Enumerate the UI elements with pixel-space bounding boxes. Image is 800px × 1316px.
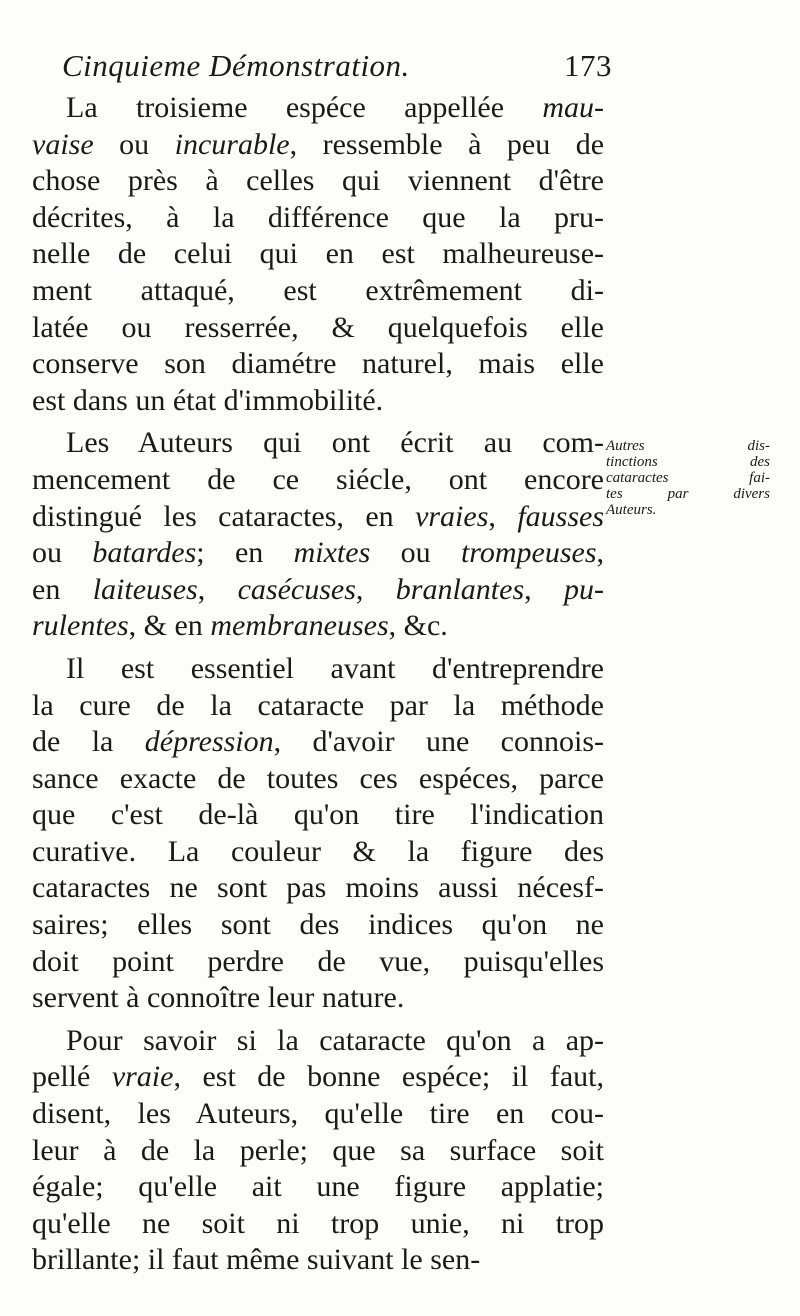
italic-term: mau- <box>542 91 604 124</box>
italic-term: vaise <box>32 127 94 161</box>
italic-term: dépression <box>144 725 274 759</box>
italic-term: vraies <box>415 499 489 533</box>
text-run: sance exacte de toutes ces espéces, parce <box>32 761 604 795</box>
text-line <box>32 90 604 127</box>
text-line <box>32 346 604 383</box>
italic-term: fausses <box>517 499 604 533</box>
text-run: , <box>524 572 565 606</box>
text-run: latée ou resserrée, & quelquefois elle <box>32 310 604 344</box>
text-run: brillante; il faut même suivant le sen- <box>32 1243 481 1277</box>
italic-term: incurable <box>174 127 290 161</box>
text-run: en <box>32 572 93 606</box>
text-line <box>32 1023 604 1060</box>
text-line <box>32 425 604 462</box>
text-run: Il est essentiel avant d'entreprendre <box>66 651 604 685</box>
text-run: , &c. <box>388 609 448 643</box>
text-run: curative. La couleur & la figure des <box>32 834 604 868</box>
page-number: 173 <box>564 48 612 83</box>
text-run: disent, les Auteurs, qu'elle tire en cou- <box>32 1097 604 1131</box>
text-run: servent à connoître leur nature. <box>32 981 405 1015</box>
italic-term: batardes <box>92 536 197 570</box>
text-run: pellé <box>32 1060 112 1094</box>
text-line <box>32 1096 604 1133</box>
italic-term: branlantes <box>395 572 525 606</box>
italic-term: membraneuses <box>210 609 389 643</box>
text-line <box>32 980 604 1017</box>
italic-term: trompeuses <box>460 536 597 570</box>
text-line <box>32 273 604 310</box>
text-run: décrites, à la différence que la pru- <box>32 200 604 234</box>
margin-note-line: tinctions des <box>606 454 770 470</box>
paragraph <box>32 90 604 419</box>
text-run: , <box>355 572 396 606</box>
margin-note-line: Auteurs. <box>606 502 657 518</box>
text-run: , <box>197 572 238 606</box>
margin-note-line: cataractes fai- <box>606 470 770 486</box>
text-run: , & en <box>128 609 211 643</box>
running-header <box>62 48 612 92</box>
text-run: , ressemble à peu de <box>289 127 605 161</box>
text-line <box>32 724 604 761</box>
text-line <box>32 944 604 981</box>
paragraph <box>32 425 604 645</box>
text-line <box>32 572 604 609</box>
body-text <box>32 90 604 1279</box>
text-line <box>32 797 604 834</box>
text-line <box>32 200 604 237</box>
text-run: qu'elle ne soit ni trop unie, ni trop <box>32 1206 604 1240</box>
text-run: la cure de la cataracte par la méthode <box>32 688 604 722</box>
margin-note-line: tes par divers <box>606 486 770 502</box>
text-run: ou <box>370 536 461 570</box>
text-run: distingué les cataractes, en <box>32 499 416 533</box>
text-run: ; en <box>196 536 294 570</box>
text-line <box>32 608 604 645</box>
text-run: nelle de celui qui en est malheureuse- <box>32 237 604 271</box>
text-run: ment attaqué, est extrêmement di- <box>32 273 604 307</box>
text-line <box>32 499 604 536</box>
text-line <box>32 1169 604 1206</box>
text-run: égale; qu'elle ait une figure applatie; <box>32 1170 604 1204</box>
text-line <box>32 1133 604 1170</box>
italic-term: pu- <box>564 572 605 606</box>
text-run: que c'est de-là qu'on tire l'indication <box>32 798 604 832</box>
text-line <box>32 651 604 688</box>
text-run: ou <box>93 127 175 161</box>
italic-term: rulentes <box>32 609 129 643</box>
text-run: chose près à celles qui viennent d'être <box>32 164 604 198</box>
text-run: Pour savoir si la cataracte qu'on a ap- <box>66 1023 604 1057</box>
text-line <box>32 462 604 499</box>
text-line <box>32 127 604 164</box>
italic-term: laiteuses <box>92 572 198 606</box>
text-run: leur à de la perle; que sa surface soit <box>32 1133 604 1167</box>
text-line <box>32 761 604 798</box>
text-run: , d'avoir une connois- <box>273 725 604 759</box>
text-line <box>32 1206 604 1243</box>
text-run: Les Auteurs qui ont écrit au com- <box>66 426 604 460</box>
text-line <box>32 834 604 871</box>
text-run: ou <box>32 536 93 570</box>
running-title: Cinquieme Démonstration. <box>62 48 410 83</box>
text-run: mencement de ce siécle, ont encore <box>32 462 604 496</box>
text-line <box>32 907 604 944</box>
text-line <box>32 870 604 907</box>
text-run: conserve son diamétre naturel, mais elle <box>32 347 604 381</box>
paragraph <box>32 1023 604 1279</box>
text-line <box>32 1242 604 1279</box>
text-run: , <box>488 499 518 533</box>
text-run: , <box>596 536 605 570</box>
text-line <box>32 236 604 273</box>
text-run: cataractes ne sont pas moins aussi nécesf- <box>32 871 604 905</box>
text-run: de la <box>32 725 145 759</box>
text-run: saires; elles sont des indices qu'on ne <box>32 908 604 942</box>
text-line <box>32 1059 604 1096</box>
italic-term: mixtes <box>293 536 371 570</box>
text-run: doit point perdre de vue, puisqu'elles <box>32 944 604 978</box>
margin-note <box>606 438 770 518</box>
text-line <box>32 310 604 347</box>
text-run: , est de bonne espéce; il faut, <box>173 1060 604 1094</box>
text-line <box>32 163 604 200</box>
italic-term: vraie <box>111 1060 174 1094</box>
italic-term: casécuses <box>237 572 356 606</box>
text-line <box>32 688 604 725</box>
paragraph <box>32 651 604 1017</box>
text-run: est dans un état d'immobilité. <box>32 383 384 417</box>
text-line <box>32 535 604 572</box>
text-line <box>32 383 604 420</box>
margin-note-line: Autres dis- <box>606 438 770 454</box>
text-run: La troisieme espéce appellée <box>66 91 543 124</box>
